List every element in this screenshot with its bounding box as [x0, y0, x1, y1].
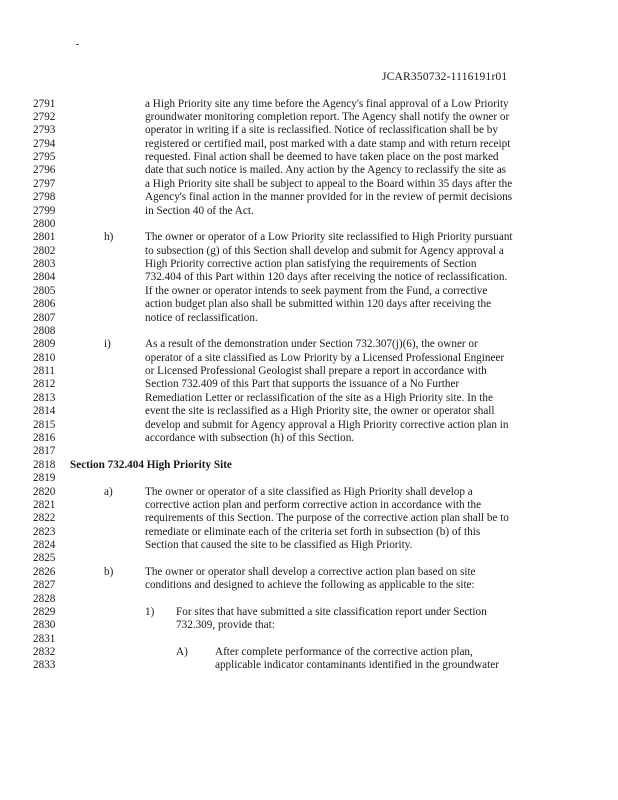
- line-number: 2829: [33, 605, 56, 618]
- body-text: Agency's final action in the manner provided for in the review of permit decisions: [145, 191, 513, 204]
- line-number: 2827: [33, 579, 56, 592]
- document-line: [0, 205, 618, 219]
- line-number: 2802: [33, 244, 56, 257]
- line-number: 2823: [33, 525, 56, 538]
- body-text: High Priority corrective action plan satisfying the requirements of Section: [145, 258, 477, 271]
- line-number: 2816: [33, 432, 56, 444]
- line-number: 2796: [33, 164, 56, 177]
- document-line: [0, 352, 618, 366]
- line-number: 2833: [33, 659, 56, 672]
- document-line: [0, 111, 618, 125]
- body-text: in Section 40 of the Act.: [145, 204, 254, 217]
- document-line: [0, 552, 618, 566]
- document-line: [0, 432, 618, 446]
- line-number: 2794: [33, 137, 56, 150]
- line-number: 2805: [33, 284, 56, 297]
- body-text: accordance with subsection (h) of this Section.: [145, 432, 355, 444]
- subsection-label: b): [104, 565, 114, 578]
- document-line: [0, 633, 618, 647]
- document-line: [0, 526, 618, 540]
- document-line: [0, 566, 618, 580]
- body-text: Remediation Letter or reclassification of the site as a High Priority site. In the: [145, 391, 493, 404]
- document-line: [0, 405, 618, 419]
- subsection-label: h): [104, 231, 114, 244]
- body-text: event the site is reclassified as a High Priority site, the owner or operator shall: [145, 405, 495, 418]
- body-text: to subsection (g) of this Section shall develop and submit for Agency approval a: [145, 244, 504, 257]
- subsection-label: a): [104, 485, 113, 498]
- line-number: 2830: [33, 619, 56, 632]
- document-line: [0, 593, 618, 607]
- body-text: remediate or eliminate each of the criteria set forth in subsection (b) of this: [145, 525, 481, 538]
- document-line: [0, 445, 618, 459]
- document-line: [0, 512, 618, 526]
- section-heading: Section 732.404 High Priority Site: [70, 458, 232, 471]
- line-number: 2806: [33, 298, 56, 311]
- body-text: 732.404 of this Part within 120 days after receiving the notice of reclassification.: [145, 271, 508, 284]
- line-number: 2800: [33, 217, 56, 230]
- document-line: [0, 98, 618, 112]
- body-text: After complete performance of the corrective action plan,: [215, 646, 473, 659]
- document-id: JCAR350732-1116191r01: [382, 71, 508, 83]
- line-number: 2792: [33, 110, 56, 123]
- line-number: 2831: [33, 632, 56, 645]
- document-line: [0, 164, 618, 178]
- body-text: a High Priority site any time before the Agency's final approval of a Low Priority: [145, 97, 509, 110]
- line-number: 2810: [33, 351, 56, 364]
- document-line: [0, 191, 618, 205]
- document-line: [0, 378, 618, 392]
- line-number: 2795: [33, 151, 56, 164]
- body-text: The owner or operator of a site classified as High Priority shall develop a: [145, 485, 473, 498]
- document-line: [0, 472, 618, 486]
- document-line: [0, 245, 618, 259]
- line-number: 2825: [33, 552, 56, 565]
- document-line: [0, 151, 618, 165]
- body-text: The owner or operator shall develop a corrective action plan based on site: [145, 565, 476, 578]
- line-number: 2803: [33, 258, 56, 271]
- body-text: If the owner or operator intends to seek payment from the Fund, a corrective: [145, 284, 488, 297]
- line-number: 2811: [33, 365, 55, 378]
- line-number: 2791: [33, 97, 56, 110]
- document-line: [0, 646, 618, 660]
- body-text: a High Priority site shall be subject to appeal to the Board within 35 days after the: [145, 177, 513, 190]
- document-line: [0, 258, 618, 272]
- line-number: 2828: [33, 592, 56, 605]
- body-text: Section 732.409 of this Part that supports the issuance of a No Further: [145, 378, 460, 391]
- line-number: 2832: [33, 646, 56, 659]
- body-text: develop and submit for Agency approval a High Priority corrective action plan in: [145, 418, 509, 431]
- line-number: 2812: [33, 378, 56, 391]
- line-number: 2817: [33, 445, 56, 458]
- body-text: operator in writing if a site is reclassified. Notice of reclassification shall be by: [145, 124, 498, 137]
- page-mark: [76, 44, 79, 45]
- line-number: 2813: [33, 391, 56, 404]
- body-text: groundwater monitoring completion report. The Agency shall notify the owner or: [145, 110, 510, 123]
- line-number: 2807: [33, 311, 56, 324]
- body-text: 732.309, provide that:: [176, 619, 275, 632]
- body-text: requested. Final action shall be deemed to have taken place on the post marked: [145, 151, 499, 164]
- document-line: [0, 459, 618, 473]
- body-text: or Licensed Professional Geologist shall prepare a report in accordance with: [145, 365, 487, 378]
- line-number: 2819: [33, 472, 56, 485]
- body-text: corrective action plan and perform corrective action in accordance with the: [145, 498, 482, 511]
- document-line: [0, 619, 618, 633]
- body-text: requirements of this Section. The purpose of the corrective action plan shall be to: [145, 512, 509, 525]
- document-line: [0, 325, 618, 339]
- body-text: date that such notice is mailed. Any action by the Agency to reclassify the site as: [145, 164, 507, 177]
- body-text: As a result of the demonstration under Section 732.307(j)(6), the owner or: [145, 338, 478, 351]
- document-line: [0, 606, 618, 620]
- line-number: 2804: [33, 271, 56, 284]
- line-number: 2814: [33, 405, 56, 418]
- subsection-label: A): [176, 646, 188, 659]
- document-line: [0, 218, 618, 232]
- body-text: registered or certified mail, post marked with a date stamp and with return receipt: [145, 137, 511, 150]
- document-line: [0, 138, 618, 152]
- document-line: [0, 419, 618, 433]
- body-text: The owner or operator of a Low Priority site reclassified to High Priority pursuant: [145, 231, 513, 244]
- line-number: 2801: [33, 231, 56, 244]
- document-line: [0, 231, 618, 245]
- line-number: 2798: [33, 191, 56, 204]
- document-line: [0, 579, 618, 593]
- line-number: 2809: [33, 338, 56, 351]
- line-number: 2797: [33, 177, 56, 190]
- line-number: 2793: [33, 124, 56, 137]
- body-text: Section that caused the site to be classified as High Priority.: [145, 539, 413, 552]
- body-text: operator of a site classified as Low Priority by a Licensed Professional Engineer: [145, 351, 505, 364]
- document-line: [0, 124, 618, 138]
- line-number: 2826: [33, 565, 56, 578]
- document-line: [0, 338, 618, 352]
- document-line: [0, 312, 618, 326]
- line-number: 2820: [33, 485, 56, 498]
- line-number: 2808: [33, 324, 56, 337]
- body-text: conditions and designed to achieve the following as applicable to the site:: [145, 579, 475, 592]
- line-number: 2821: [33, 498, 56, 511]
- document-line: [0, 298, 618, 312]
- body-text: For sites that have submitted a site classification report under Section: [176, 605, 487, 618]
- body-text: notice of reclassification.: [145, 311, 258, 324]
- document-line: [0, 539, 618, 553]
- document-line: [0, 271, 618, 285]
- line-number: 2824: [33, 539, 56, 552]
- line-number: 2822: [33, 512, 56, 525]
- document-line: [0, 365, 618, 379]
- body-text: action budget plan also shall be submitted within 120 days after receiving the: [145, 298, 492, 311]
- line-number: 2799: [33, 204, 56, 217]
- document-line: [0, 486, 618, 500]
- subsection-label: i): [104, 338, 111, 351]
- document-line: [0, 499, 618, 513]
- body-text: applicable indicator contaminants identified in the groundwater: [215, 659, 499, 672]
- document-line: [0, 659, 618, 673]
- line-number: 2818: [33, 458, 56, 471]
- document-line: [0, 178, 618, 192]
- line-number: 2815: [33, 418, 56, 431]
- document-line: [0, 392, 618, 406]
- subsection-label: 1): [145, 605, 155, 618]
- document-line: [0, 285, 618, 299]
